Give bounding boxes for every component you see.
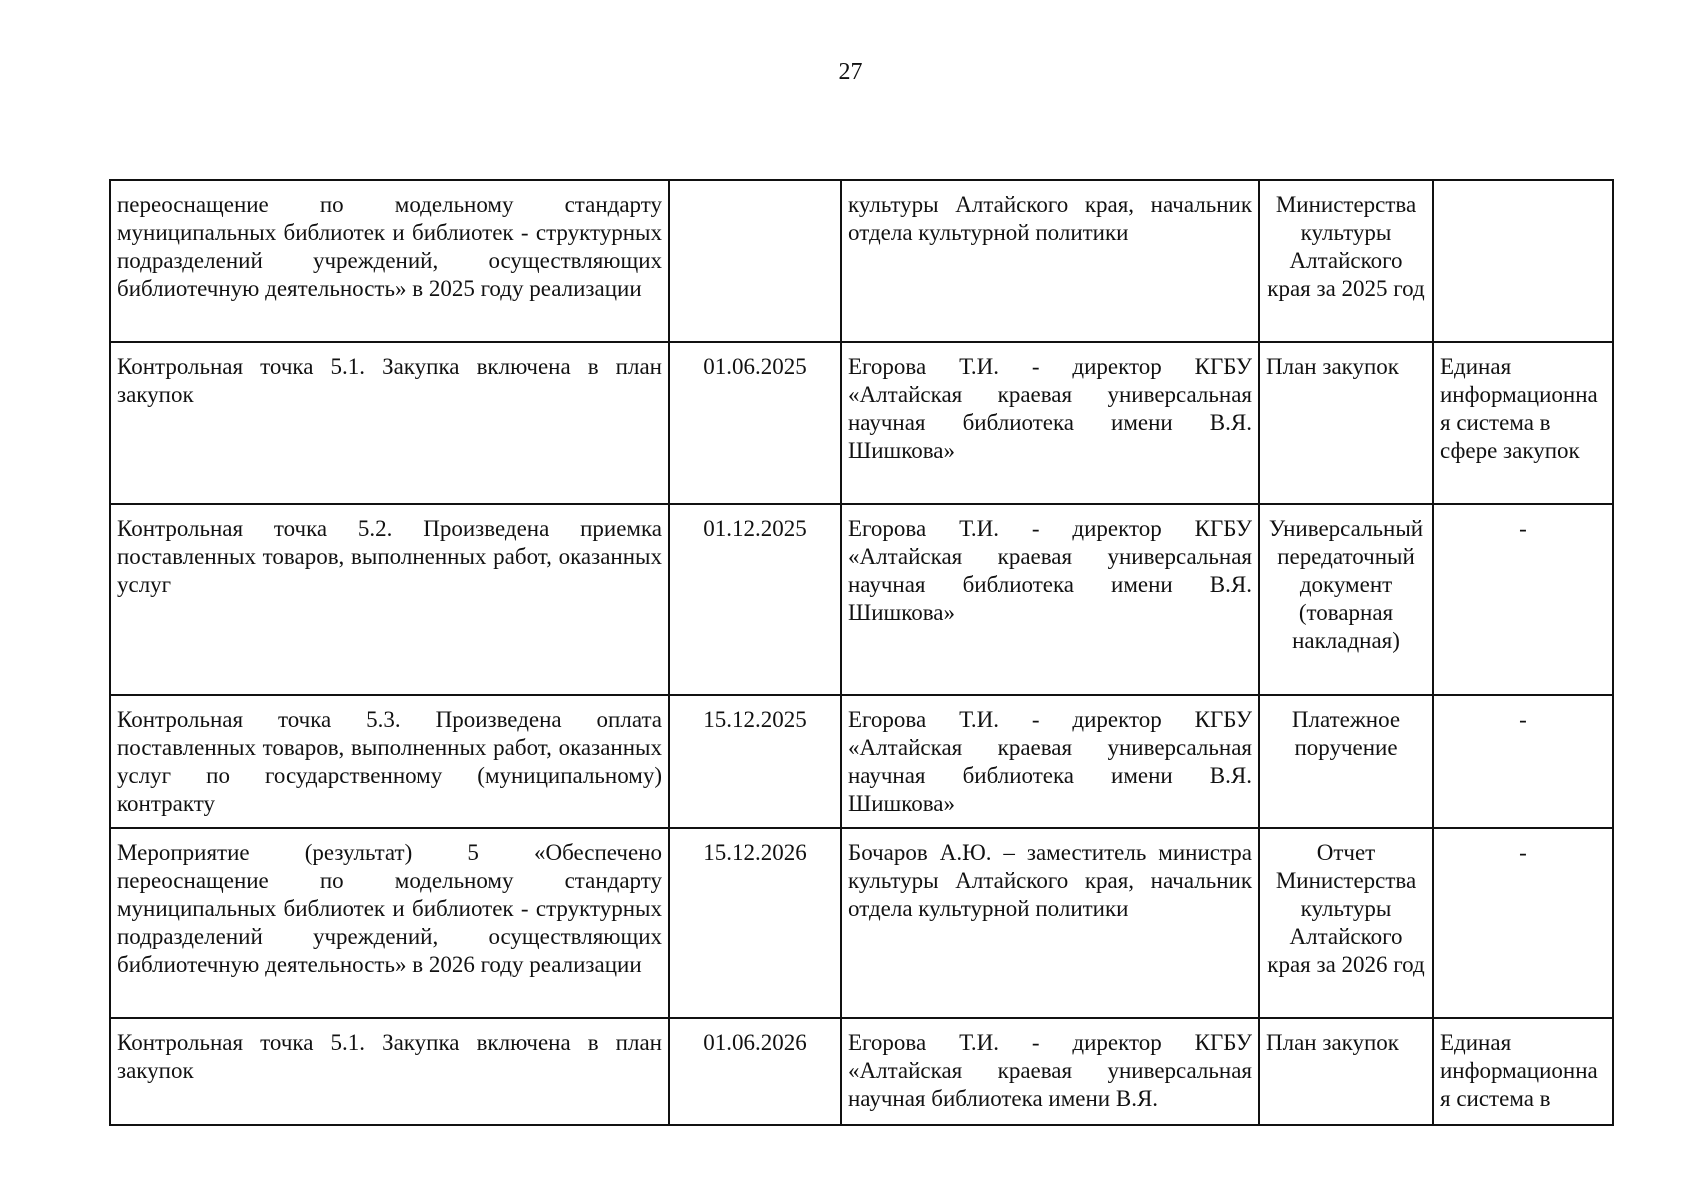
info-system-cell: - [1433, 695, 1613, 828]
event-cell: Контрольная точка 5.2. Произведена приемка поставленных товаров, выполненных работ, оказанных услуг [110, 504, 669, 695]
date-cell: 01.12.2025 [669, 504, 841, 695]
document-cell: План закупок [1259, 342, 1433, 504]
info-system-cell: Единая информационная система в сфере закупок [1433, 342, 1613, 504]
date-cell: 15.12.2025 [669, 695, 841, 828]
date-cell: 01.06.2025 [669, 342, 841, 504]
date-cell [669, 180, 841, 342]
event-cell: Контрольная точка 5.3. Произведена оплата поставленных товаров, выполненных работ, оказанных услуг по государственному (муниципальному) контракту [110, 695, 669, 828]
date-cell: 01.06.2026 [669, 1018, 841, 1125]
table-row [110, 695, 1613, 828]
responsible-cell: Егорова Т.И. - директор КГБУ «Алтайская краевая универсальная научная библиотека имени В.Я. Шишкова» [841, 504, 1259, 695]
event-cell: Контрольная точка 5.1. Закупка включена в план закупок [110, 342, 669, 504]
document-table [109, 179, 1614, 1126]
document-cell: Универсальный передаточный документ (товарная накладная) [1259, 504, 1433, 695]
document-cell: Платежное поручение [1259, 695, 1433, 828]
table-row [110, 504, 1613, 695]
document-cell: Отчет Министерства культуры Алтайского края за 2026 год [1259, 828, 1433, 1018]
date-cell: 15.12.2026 [669, 828, 841, 1018]
table-row [110, 1018, 1613, 1125]
table-row [110, 180, 1613, 342]
table-row [110, 828, 1613, 1018]
page-number: 27 [838, 59, 863, 85]
responsible-cell: культуры Алтайского края, начальник отдела культурной политики [841, 180, 1259, 342]
info-system-cell: - [1433, 504, 1613, 695]
document-cell: Министерства культуры Алтайского края за 2025 год [1259, 180, 1433, 342]
document-cell: План закупок [1259, 1018, 1433, 1125]
info-system-cell: Единая информационная система в [1433, 1018, 1613, 1125]
responsible-cell: Егорова Т.И. - директор КГБУ «Алтайская краевая универсальная научная библиотека имени В.Я. Шишкова» [841, 342, 1259, 504]
event-cell: Мероприятие (результат) 5 «Обеспечено переоснащение по модельному стандарту муниципальных библиотек и библиотек - структурных подразделений учреждений, осуществляющих библиотечную деятельность» в 2026 году реализации [110, 828, 669, 1018]
info-system-cell: - [1433, 828, 1613, 1018]
event-cell: переоснащение по модельному стандарту муниципальных библиотек и библиотек - структурных подразделений учреждений, осуществляющих библиотечную деятельность» в 2025 году реализации [110, 180, 669, 342]
responsible-cell: Егорова Т.И. - директор КГБУ «Алтайская краевая универсальная научная библиотека имени В.Я. Шишкова» [841, 695, 1259, 828]
responsible-cell: Бочаров А.Ю. – заместитель министра культуры Алтайского края, начальник отдела культурной политики [841, 828, 1259, 1018]
table-row [110, 342, 1613, 504]
info-system-cell [1433, 180, 1613, 342]
responsible-cell: Егорова Т.И. - директор КГБУ «Алтайская краевая универсальная научная библиотека имени В.Я. [841, 1018, 1259, 1125]
event-cell: Контрольная точка 5.1. Закупка включена в план закупок [110, 1018, 669, 1125]
